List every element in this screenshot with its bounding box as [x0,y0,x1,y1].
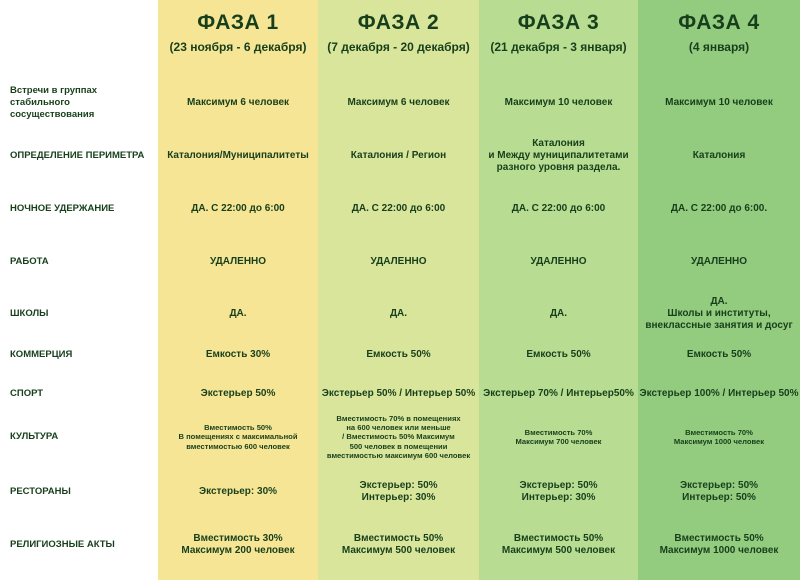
table-cell-text: Вместимость 50% Максимум 500 человек [501,533,616,556]
table-cell-text: Экстерьер: 50% Интерьер: 30% [359,480,438,503]
row-label-text: ОПРЕДЕЛЕНИЕ ПЕРИМЕТРА [10,150,145,161]
table-cell [318,191,479,227]
table-cell [318,340,479,370]
table-cell [158,340,318,370]
table-cell-text: Максимум 10 человек [665,97,773,108]
table-cell-text: Экстерьер: 50% Интерьер: 50% [679,480,759,503]
table-cell [158,525,318,565]
row-label-text: РЕСТОРАНЫ [10,486,71,497]
table-cell-text: УДАЛЕННО [530,256,587,267]
table-cell-text: Экстерьер 100% / Интерьер 50% [639,388,799,399]
row-label [10,81,155,125]
phase-4-header [638,0,800,60]
row-label [10,294,155,334]
table-cell-text: Емкость 50% [366,349,431,360]
table-cell [479,191,638,227]
table-cell [479,407,638,467]
table-cell-text: ДА. [549,308,568,319]
table-cell-text: Вместимость 50% Максимум 500 человек [341,533,456,556]
table-cell [318,472,479,512]
table-cell [638,340,800,370]
table-cell-text: ДА. С 22:00 до 6:00. [670,203,768,214]
table-cell [158,191,318,227]
table-cell-text: Экстерьер: 50% Интерьер: 30% [519,480,598,503]
table-cell [638,294,800,334]
row-label [10,340,155,370]
row-label-text: ШКОЛЫ [10,308,49,319]
table-cell [318,135,479,177]
phase-1-title: ФАЗА 1 [197,11,279,34]
table-cell-text: Емкость 50% [526,349,591,360]
table-cell-text: ДА. [389,308,408,319]
phase-3-header [479,0,638,60]
table-cell-text: Емкость 30% [205,349,271,360]
table-cell-text: Каталония/Муниципалитеты [167,150,309,161]
row-label-text: КУЛЬТУРА [10,431,59,442]
table-cell-text: Вместимость 70% в помещениях на 600 человек или меньше / Вместимость 50% Максимум 500 человек в помещении вместимостью максимум 600 человек [326,413,471,460]
table-cell-text: Экстерьер 50% [200,388,276,399]
row-label-text: РАБОТА [10,256,49,267]
table-cell-text: ДА. С 22:00 до 6:00 [511,203,606,214]
table-cell-text: ДА. С 22:00 до 6:00 [191,203,285,214]
table-cell-text: Максимум 6 человек [347,97,450,108]
table-cell-text: ДА. С 22:00 до 6:00 [351,203,446,214]
row-label-text: КОММЕРЦИЯ [10,349,73,360]
table-cell-text: ДА. Школы и институты, внеклассные занятия и досуг [645,296,793,331]
row-label-text: Встречи в группах стабильного сосуществования [10,85,98,120]
table-cell [638,244,800,280]
row-label [10,407,155,467]
table-cell [318,81,479,125]
table-cell [158,81,318,125]
table-cell [638,81,800,125]
table-cell-text: Вместимость 30% Максимум 200 человек [181,533,295,556]
table-cell [158,135,318,177]
phase-3-dates: (21 декабря - 3 января) [490,40,627,54]
row-label [10,191,155,227]
table-cell [479,81,638,125]
table-cell-text: Вместимость 50% В помещениях с максимальной вместимостью 600 человек [178,423,298,451]
table-cell [479,472,638,512]
table-cell [638,379,800,409]
table-cell-text: Вместимость 50% Максимум 1000 человек [659,533,779,556]
table-cell [479,135,638,177]
table-cell [318,407,479,467]
table-cell [318,244,479,280]
table-cell [479,244,638,280]
table-cell [479,340,638,370]
table-cell-text: Емкость 50% [686,349,752,360]
row-label [10,244,155,280]
table-cell [638,191,800,227]
phase-2-dates: (7 декабря - 20 декабря) [327,40,470,54]
row-label [10,525,155,565]
table-cell [638,135,800,177]
table-cell-text: Максимум 10 человек [504,97,613,108]
table-cell-text: Экстерьер 50% / Интерьер 50% [321,388,476,399]
table-cell [318,379,479,409]
table-cell-text: Максимум 6 человек [186,97,290,108]
table-cell [158,407,318,467]
table-cell [479,525,638,565]
table-cell-text: Вместимость 70% Максимум 1000 человек [673,427,765,446]
table-cell [158,244,318,280]
phase-2-title: ФАЗА 2 [357,11,440,34]
phase-2-header [318,0,479,60]
phase-1-dates: (23 ноября - 6 декабря) [169,40,307,54]
table-cell-text: УДАЛЕННО [209,256,267,267]
table-cell-text: УДАЛЕННО [370,256,427,267]
table-cell-text: Каталония / Регион [350,150,447,161]
table-cell-text: Каталония [692,150,746,161]
table-cell [479,294,638,334]
phase-1-header [158,0,318,60]
table-cell [318,525,479,565]
table-cell-text: УДАЛЕННО [690,256,748,267]
row-label [10,135,155,177]
table-cell [638,525,800,565]
row-label-text: СПОРТ [10,388,44,399]
row-label-text: НОЧНОЕ УДЕРЖАНИЕ [10,203,115,214]
phase-3-title: ФАЗА 3 [517,11,600,34]
phase-4-title: ФАЗА 4 [678,11,760,34]
table-cell [158,472,318,512]
table-cell-text: Вместимость 70% Максимум 700 человек [515,427,602,446]
table-cell-text: ДА. [229,308,247,319]
table-cell [638,407,800,467]
table-cell-text: Экстерьер: 30% [198,486,278,497]
table-cell-text: Каталония и Между муниципалитетами разного уровня раздела. [488,138,629,173]
table-cell [318,294,479,334]
phase-4-dates: (4 января) [688,40,750,54]
table-cell [638,472,800,512]
row-label [10,379,155,409]
table-cell [479,379,638,409]
row-label-text: РЕЛИГИОЗНЫЕ АКТЫ [10,539,115,550]
table-cell [158,294,318,334]
table-cell-text: Экстерьер 70% / Интерьер50% [483,388,634,399]
table-cell [158,379,318,409]
row-label [10,472,155,512]
